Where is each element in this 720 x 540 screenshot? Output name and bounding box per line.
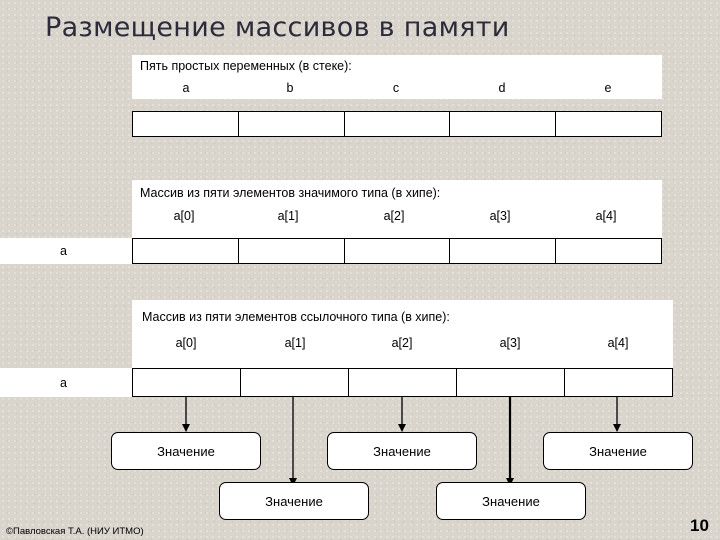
value-node-0: Значение <box>111 432 261 470</box>
reference-array-title: Массив из пяти элементов ссылочного типа (в хипе): <box>142 310 450 324</box>
stack-label-d: d <box>498 81 506 95</box>
page-number: 10 <box>690 516 709 535</box>
value-array-reference-label: a <box>60 244 67 258</box>
slide-title: Размещение массивов в памяти <box>45 12 510 43</box>
reference-array-reference-label: a <box>60 375 67 390</box>
stack-label-a: a <box>182 81 190 95</box>
stack-label-b: b <box>286 81 294 95</box>
value-node-1: Значение <box>219 482 369 520</box>
reference-array-label-3: a[3] <box>499 336 521 350</box>
value-node-3: Значение <box>436 482 586 520</box>
stack-label-c: c <box>392 81 400 95</box>
footer-copyright: ©Павловская Т.А. (НИУ ИТМО) <box>6 526 144 537</box>
value-node-4: Значение <box>543 432 693 470</box>
stack-label-e: e <box>604 81 612 95</box>
value-array-label-4: a[4] <box>595 209 617 223</box>
stack-section-title: Пять простых переменных (в стеке): <box>140 59 352 73</box>
reference-array-label-2: a[2] <box>391 336 413 350</box>
value-array-title: Массив из пяти элементов значимого типа (в хипе): <box>140 186 441 200</box>
value-node-2: Значение <box>327 432 477 470</box>
reference-array-label-0: a[0] <box>175 336 197 350</box>
value-array-label-1: a[1] <box>277 209 299 223</box>
value-array-label-3: a[3] <box>489 209 511 223</box>
value-array-label-2: a[2] <box>383 209 405 223</box>
reference-array-label-4: a[4] <box>607 336 629 350</box>
value-array-label-0: a[0] <box>173 209 195 223</box>
reference-array-label-1: a[1] <box>284 336 306 350</box>
